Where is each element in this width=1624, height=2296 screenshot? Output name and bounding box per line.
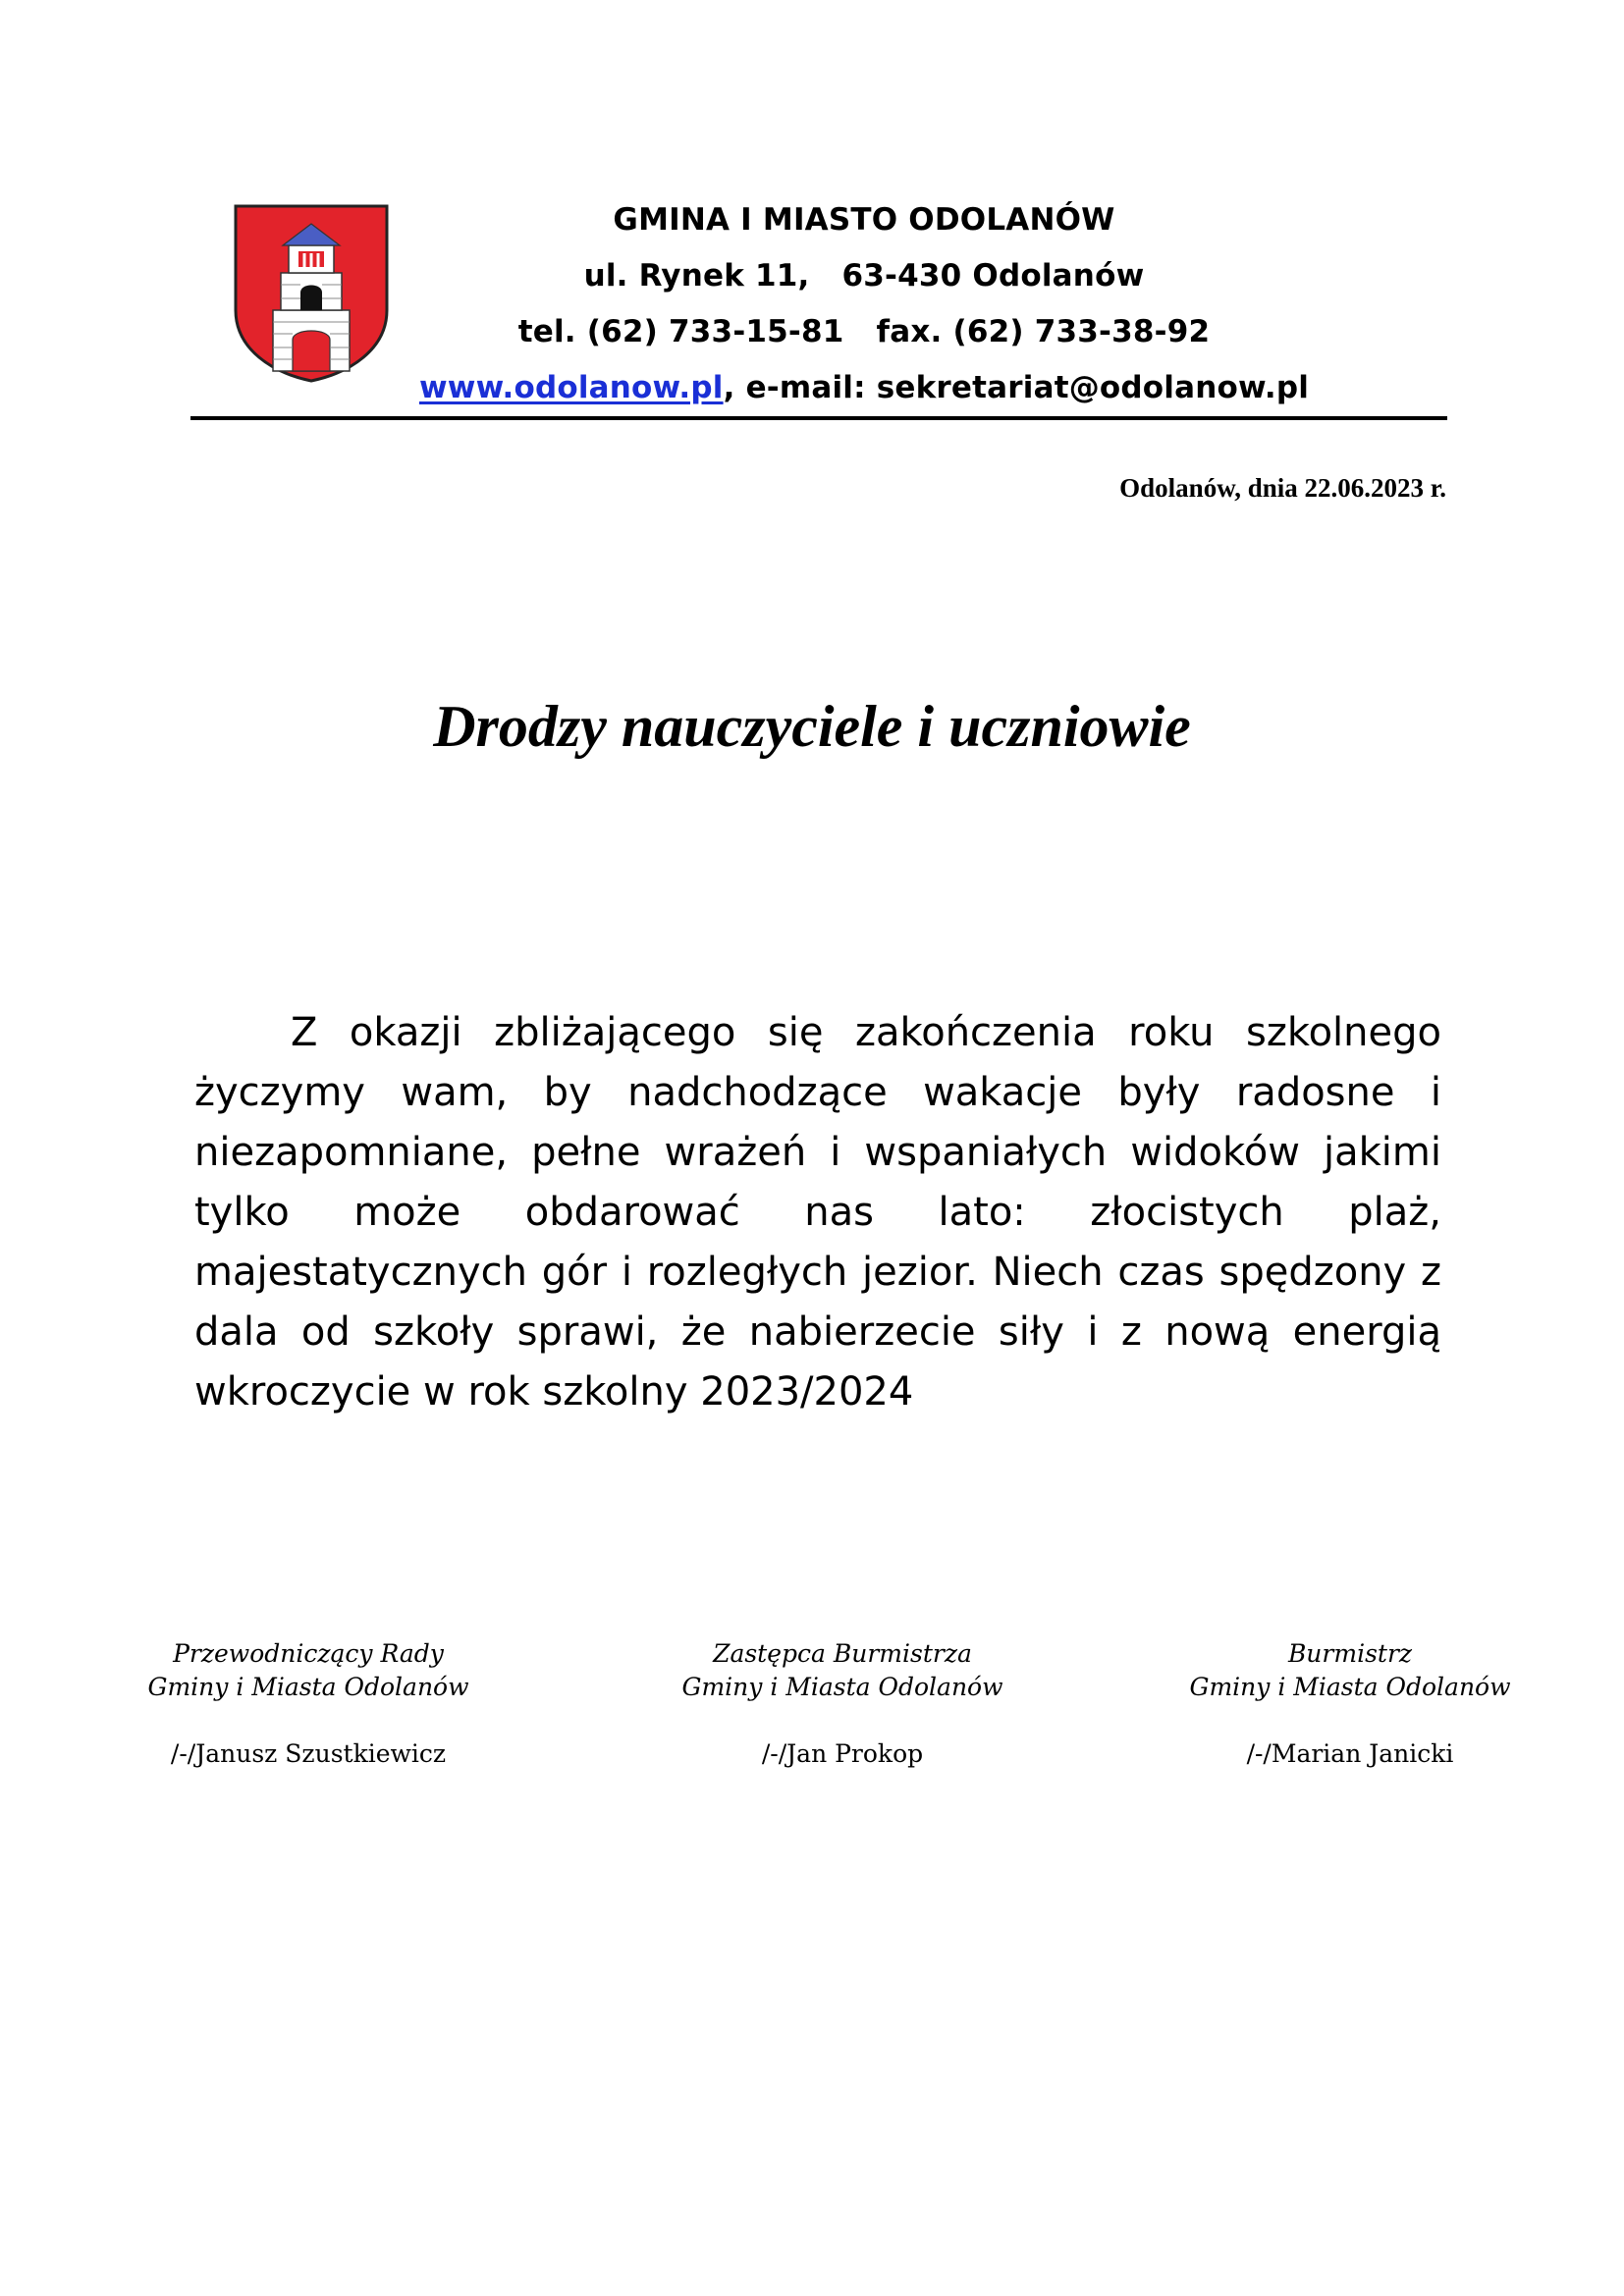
signature-role-line1: Burmistrz — [1287, 1639, 1413, 1668]
organization-name: GMINA I MIASTO ODOLANÓW — [613, 202, 1115, 238]
greeting-heading: Drodzy nauczyciele i uczniowie — [433, 694, 1191, 759]
email-text: , e-mail: sekretariat@odolanow.pl — [723, 370, 1310, 405]
date-line: Odolanów, dnia 22.06.2023 r. — [1119, 473, 1446, 503]
signature-mayor — [1144, 1637, 1556, 1771]
signatures-block — [0, 1637, 1624, 1785]
signature-role-line2: Gminy i Miasta Odolanów — [681, 1673, 1003, 1701]
signature-council-chairman — [102, 1637, 514, 1771]
signature-role-line1: Przewodniczący Rady — [173, 1639, 444, 1668]
letterhead — [353, 192, 1375, 416]
letterhead-divider — [190, 416, 1447, 420]
body-paragraph: Z okazji zbliżającego się zakończenia roku szkolnego życzymy wam, by nadchodzące wakacje były radosne i niezapomniane, pełne wrażeń i wspaniałych widoków jakimi tylko może obdarować nas lato: złocistych plaż, majestatycznych gór i rozległych jezior. Niech czas spędzony z dala od szkoły sprawi, że nabierzecie siły i z nową energią wkroczycie w rok szkolny 2023/2024 — [194, 1010, 1441, 1415]
signature-name: /-/Janusz Szustkiewicz — [170, 1739, 447, 1768]
signature-deputy-mayor — [636, 1637, 1049, 1771]
signature-role-line2: Gminy i Miasta Odolanów — [147, 1673, 469, 1701]
signature-role-line1: Zastępca Burmistrza — [713, 1639, 972, 1668]
signature-name: /-/Marian Janicki — [1246, 1739, 1454, 1768]
phone-fax-line: tel. (62) 733-15-81 fax. (62) 733-38-92 — [517, 314, 1211, 349]
signature-name: /-/Jan Prokop — [761, 1739, 924, 1768]
signature-role-line2: Gminy i Miasta Odolanów — [1189, 1673, 1511, 1701]
contact-line — [353, 360, 1375, 416]
address-line: ul. Rynek 11, 63-430 Odolanów — [583, 258, 1145, 294]
website-link[interactable]: www.odolanow.pl — [418, 370, 724, 405]
